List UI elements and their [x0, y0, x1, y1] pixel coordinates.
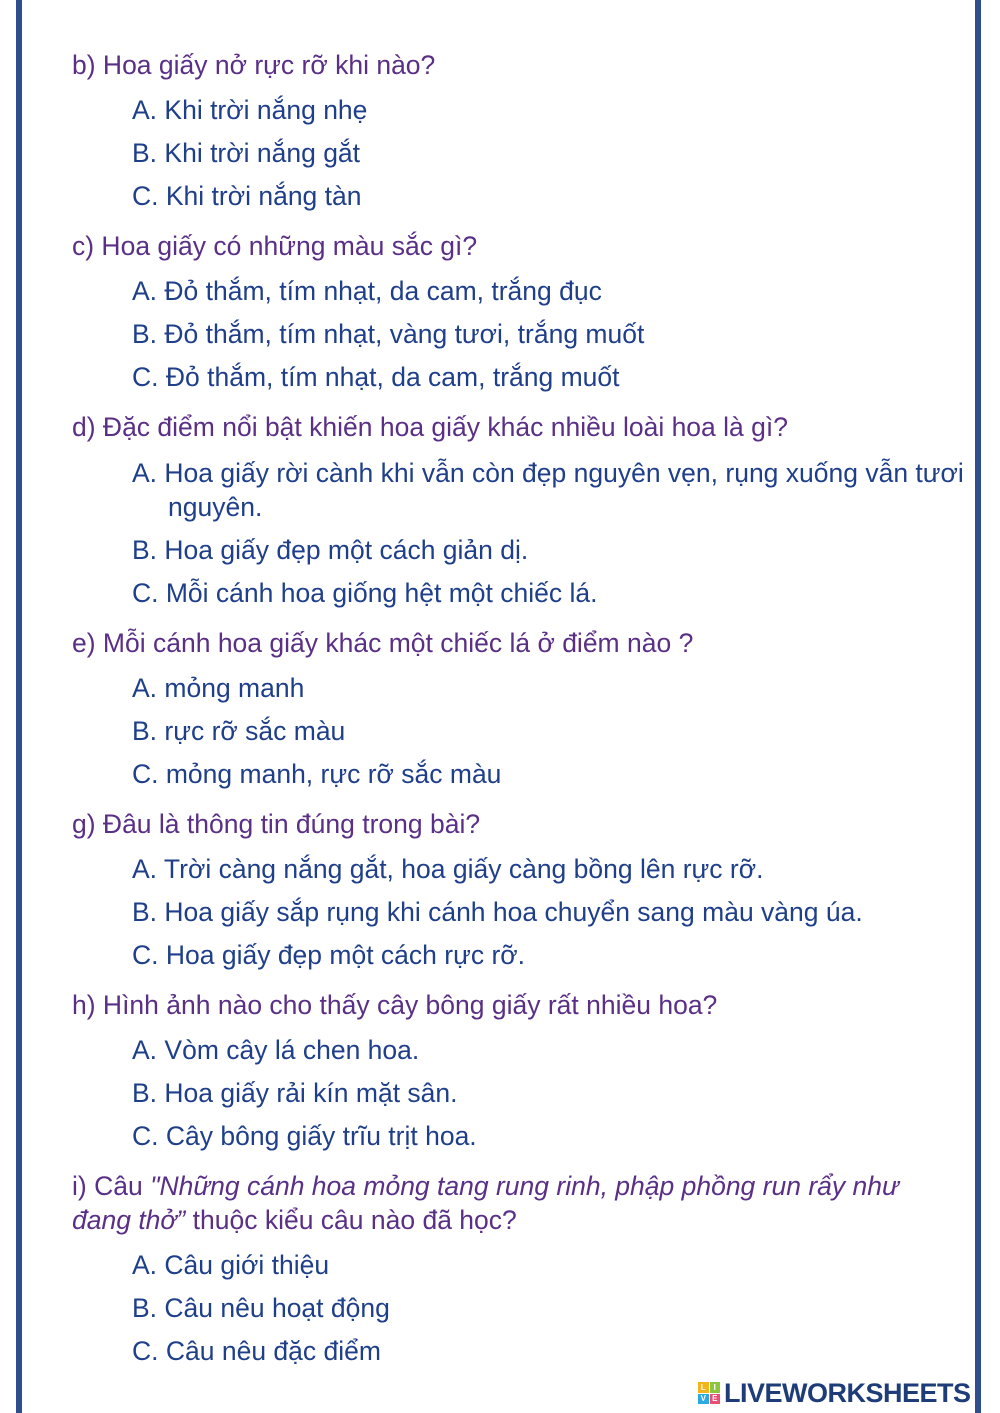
question-c-option-a: A. Đỏ thắm, tím nhạt, da cam, trắng đục [132, 276, 602, 306]
question-i-prompt-quote: "Những cánh hoa mỏng tang rung rinh, phập phồng run rẩy như đang thở” [72, 1171, 899, 1235]
question-e-option-b: B. rực rỡ sắc màu [132, 716, 346, 746]
question-d-option-b: B. Hoa giấy đẹp một cách giản dị. [132, 535, 529, 565]
question-b-option-a: A. Khi trời nắng nhẹ [132, 95, 368, 125]
question-g-option-c: C. Hoa giấy đẹp một cách rực rỡ. [132, 940, 526, 970]
question-e-option-c: C. mỏng manh, rực rỡ sắc màu [132, 759, 502, 789]
question-d-option-a: A. Hoa giấy rời cành khi vẫn còn đẹp nguyên vẹn, rụng xuống vẫn tươi nguyên. [132, 458, 964, 522]
question-d-prompt: d) Đặc điểm nổi bật khiến hoa giấy khác nhiều loài hoa là gì? [72, 412, 788, 442]
question-e-option-a: A. mỏng manh [132, 673, 305, 703]
question-h-option-a: A. Vòm cây lá chen hoa. [132, 1035, 420, 1065]
question-h-prompt: h) Hình ảnh nào cho thấy cây bông giấy rất nhiều hoa? [72, 990, 718, 1020]
question-i-option-a: A. Câu giới thiệu [132, 1250, 330, 1280]
question-h-option-c: C. Cây bông giấy trĩu trịt hoa. [132, 1121, 477, 1151]
page-border-right [975, 0, 981, 1413]
question-g-option-b: B. Hoa giấy sắp rụng khi cánh hoa chuyển sang màu vàng úa. [132, 897, 863, 927]
liveworksheets-logo [698, 1378, 971, 1408]
question-e-prompt: e) Mỗi cánh hoa giấy khác một chiếc lá ở điểm nào ? [72, 628, 694, 658]
question-b-prompt: b) Hoa giấy nở rực rỡ khi nào? [72, 50, 436, 80]
liveworksheets-mark-icon: L I V E [698, 1382, 720, 1404]
question-d-option-c: C. Mỗi cánh hoa giống hệt một chiếc lá. [132, 578, 598, 608]
question-b-option-b: B. Khi trời nắng gắt [132, 138, 361, 168]
question-c-prompt: c) Hoa giấy có những màu sắc gì? [72, 231, 478, 261]
question-i-prompt-tail: thuộc kiểu câu nào đã học? [185, 1205, 517, 1235]
question-c-option-b: B. Đỏ thắm, tím nhạt, vàng tươi, trắng muốt [132, 319, 645, 349]
question-i-option-c: C. Câu nêu đặc điểm [132, 1336, 381, 1366]
question-i-option-b: B. Câu nêu hoạt động [132, 1293, 390, 1323]
question-c-option-c: C. Đỏ thắm, tím nhạt, da cam, trắng muốt [132, 362, 620, 392]
question-i-prompt [72, 1169, 962, 1237]
question-g-option-a: A. Trời càng nắng gắt, hoa giấy càng bồng lên rực rỡ. [132, 854, 764, 884]
question-b-option-c: C. Khi trời nắng tàn [132, 181, 362, 211]
liveworksheets-logo-text: LIVEWORKSHEETS [724, 1377, 971, 1408]
question-i-prompt-lead: i) Câu [72, 1171, 151, 1201]
question-h-option-b: B. Hoa giấy rải kín mặt sân. [132, 1078, 458, 1108]
page-border-left [16, 0, 22, 1413]
question-g-prompt: g) Đâu là thông tin đúng trong bài? [72, 809, 481, 839]
